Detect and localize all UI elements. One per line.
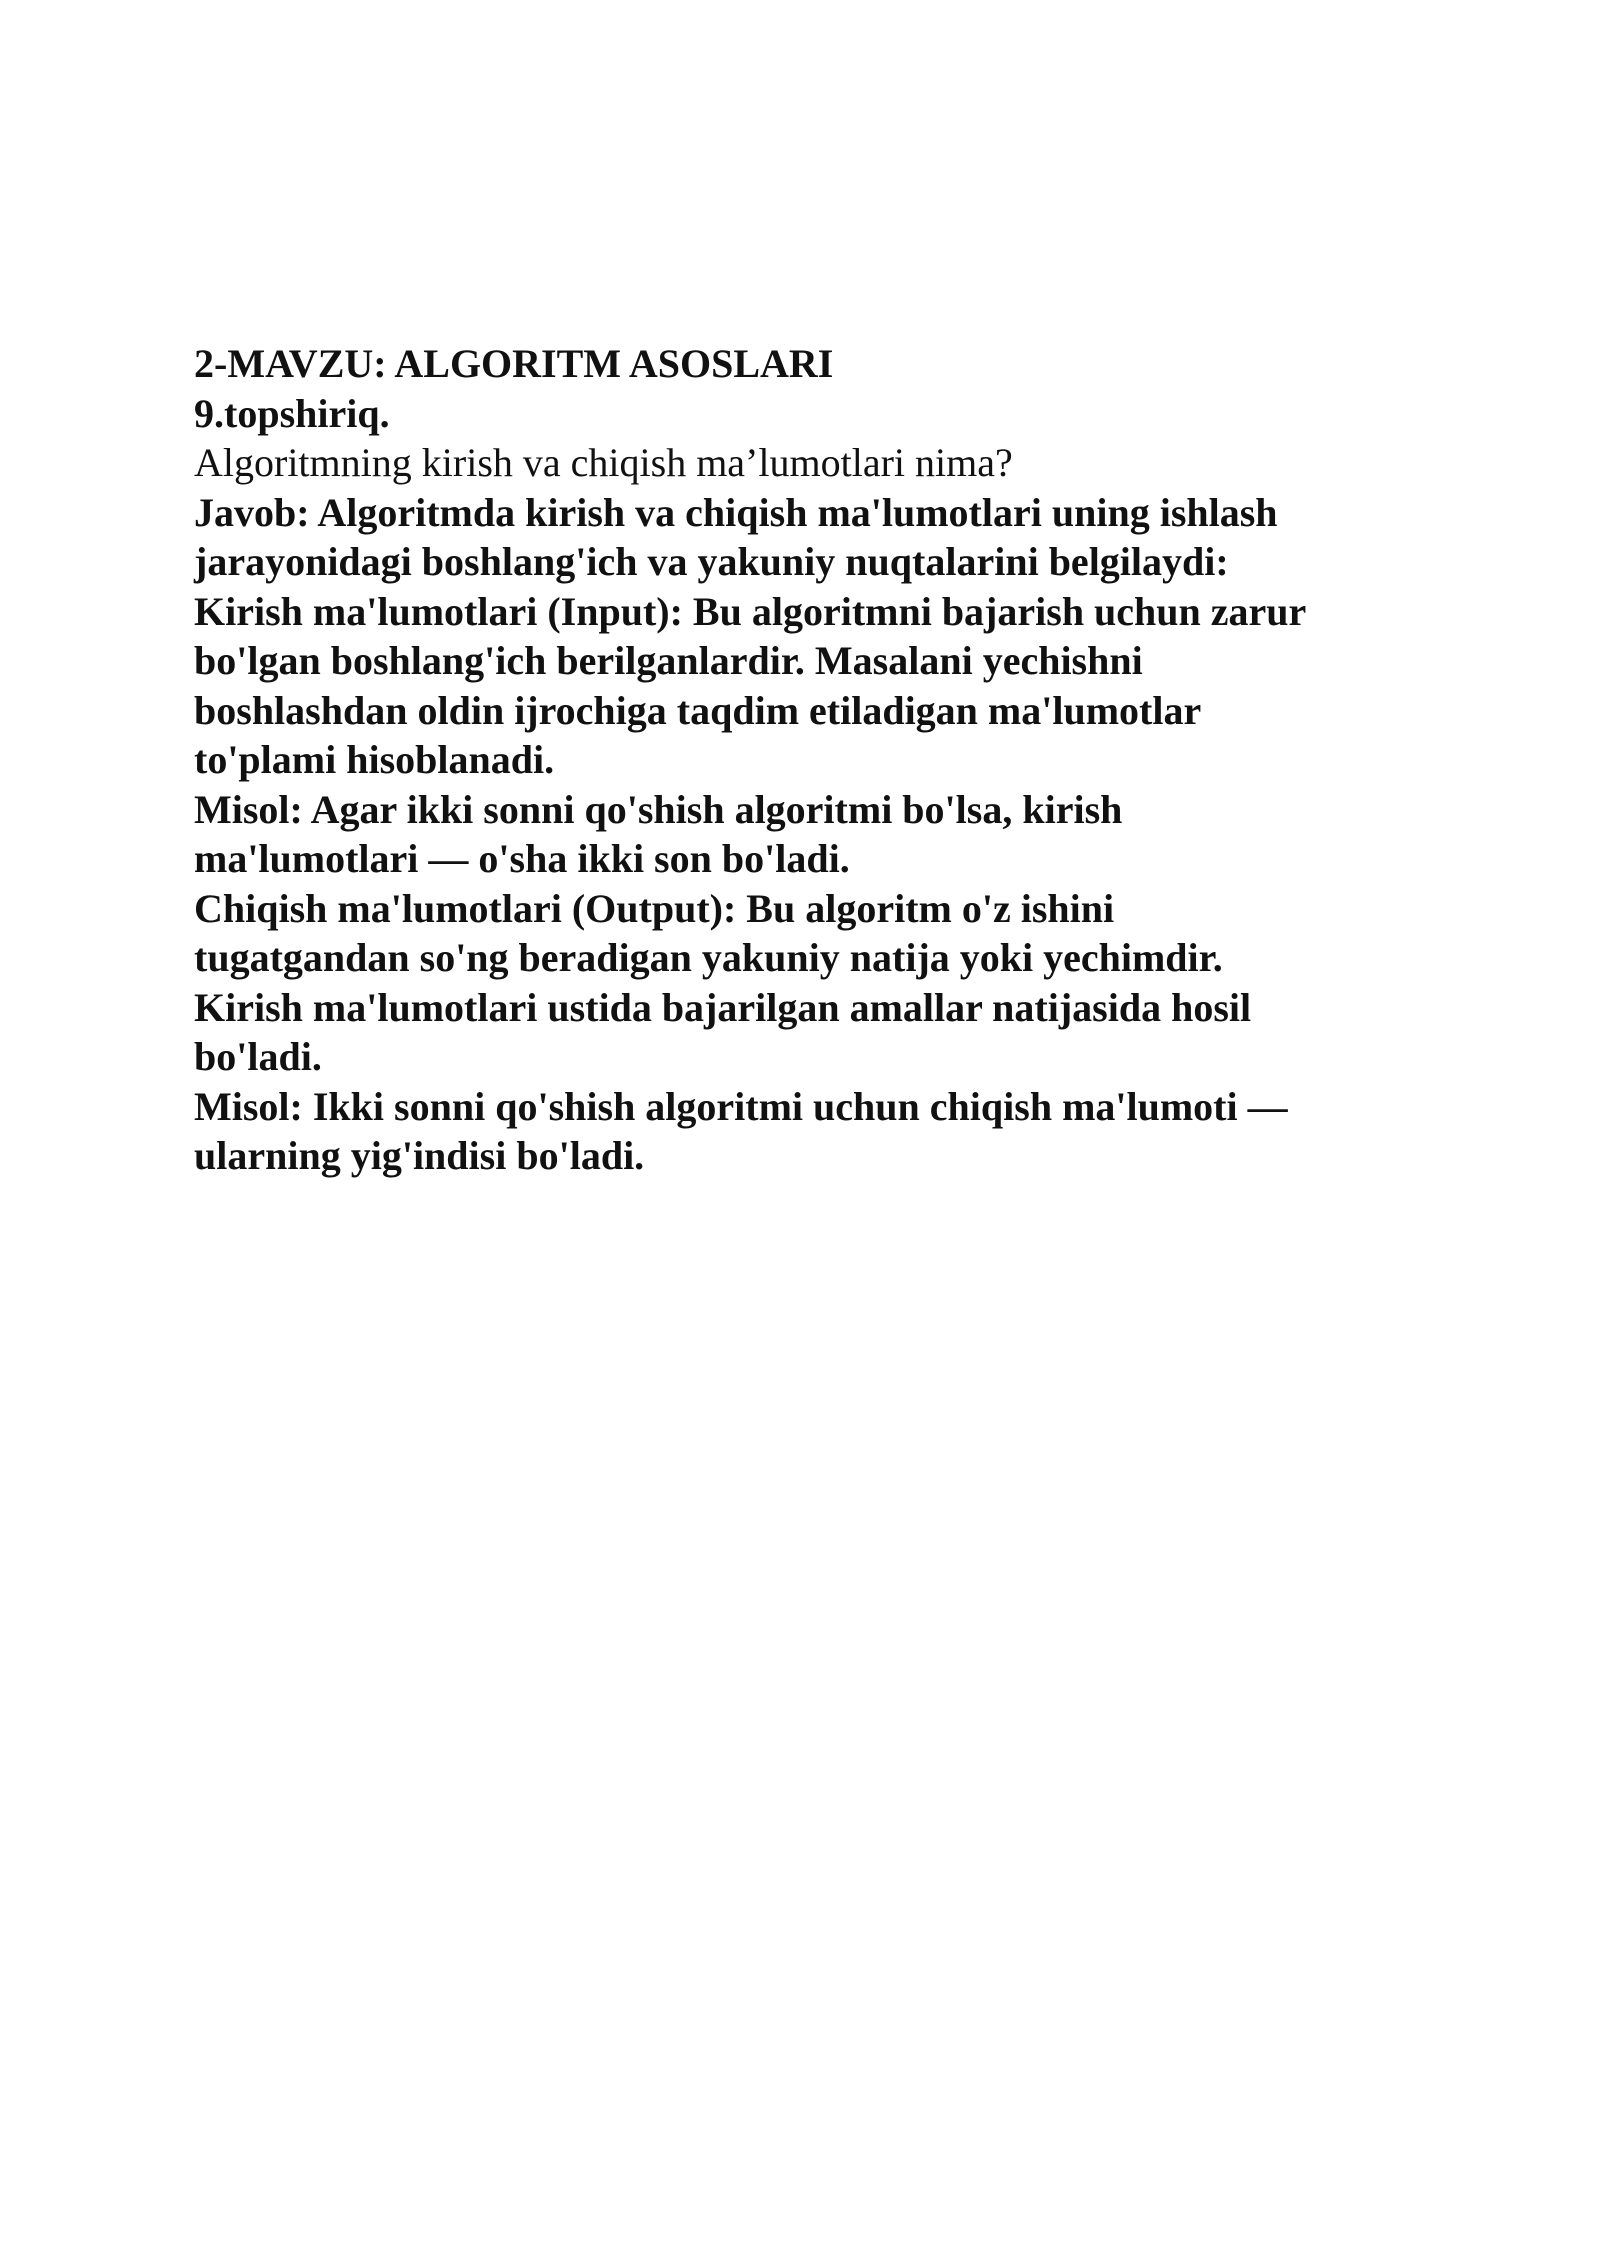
answer-line: bo'lgan boshlang'ich berilganlardir. Masalani yechishni <box>194 638 1143 683</box>
answer-line: jarayonidagi boshlang'ich va yakuniy nuqtalarini belgilaydi: <box>194 539 1229 584</box>
answer-line: tugatgandan so'ng beradigan yakuniy natija yoki yechimdir. <box>194 935 1223 980</box>
answer-line: Misol: Agar ikki sonni qo'shish algoritmi bo'lsa, kirish <box>194 786 1123 832</box>
topic-heading: 2-MAVZU: ALGORITM ASOSLARI <box>194 341 834 386</box>
answer-line: Kirish ma'lumotlari (Input): Bu algoritmni bajarish uchun zarur <box>194 588 1307 634</box>
document-body <box>194 339 1424 1181</box>
question-text: Algoritmning kirish va chiqish ma’lumotlari nima? <box>194 440 1013 485</box>
answer-line: Kirish ma'lumotlari ustida bajarilgan amallar natijasida hosil <box>194 984 1252 1030</box>
answer-line: ma'lumotlari — o'sha ikki son bo'ladi. <box>194 836 850 881</box>
answer-line: bo'ladi. <box>194 1034 322 1079</box>
answer-line: ularning yig'indisi bo'ladi. <box>194 1133 645 1178</box>
answer-line: Chiqish ma'lumotlari (Output): Bu algoritm o'z ishini <box>194 885 1115 931</box>
answer-line: Javob: Algoritmda kirish va chiqish ma'lumotlari uning ishlash <box>194 489 1278 535</box>
answer-line: to'plami hisoblanadi. <box>194 737 555 782</box>
answer-line: Misol: Ikki sonni qo'shish algoritmi uchun chiqish ma'lumoti — <box>194 1083 1288 1129</box>
answer-line: boshlashdan oldin ijrochiga taqdim etiladigan ma'lumotlar <box>194 687 1202 733</box>
task-number: 9.topshiriq. <box>194 390 390 436</box>
